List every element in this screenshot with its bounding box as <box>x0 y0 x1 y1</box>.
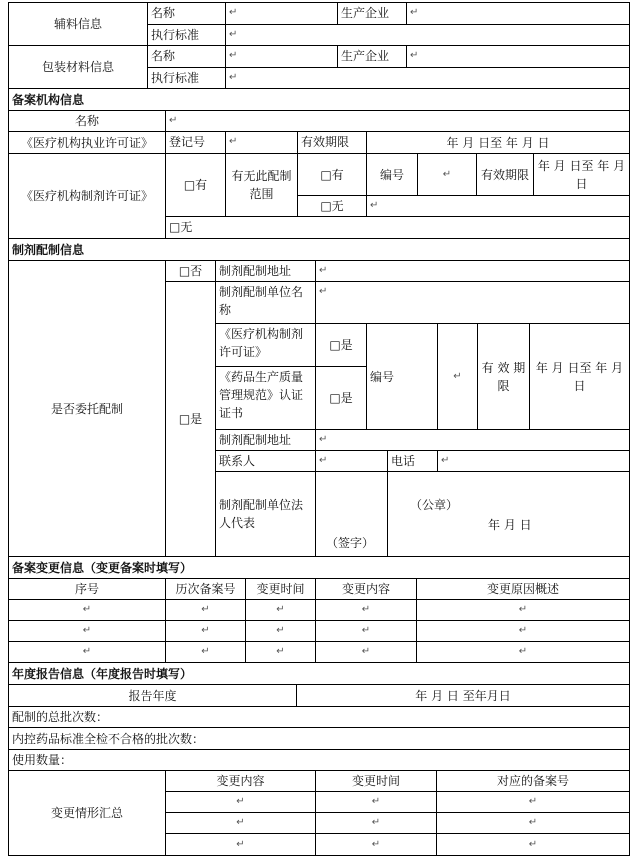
excipient-label: 辅料信息 <box>8 2 148 46</box>
reg-number-label: 登记号 <box>165 131 226 154</box>
prep-address2-field[interactable]: ↵ <box>315 429 630 451</box>
prep-heading: 制剂配制信息 <box>8 238 630 261</box>
table-cell[interactable]: ↵ <box>165 833 316 856</box>
table-cell[interactable]: ↵ <box>416 599 630 621</box>
table-cell[interactable]: ↵ <box>416 620 630 642</box>
scope-none-checkbox[interactable]: □无 <box>297 195 367 217</box>
prep-license2-label: 《医疗机构制剂许可证》 <box>215 323 316 367</box>
gmp-yes-checkbox[interactable]: □是 <box>315 366 367 430</box>
packaging-producer-label: 生产企业 <box>337 45 407 68</box>
prep-address-field[interactable]: ↵ <box>315 260 630 282</box>
changes-header-record: 历次备案号 <box>165 578 246 600</box>
table-cell[interactable]: ↵ <box>165 641 246 663</box>
prep-valid-label: 有 效 期 限 <box>477 323 530 430</box>
excipient-standard-label: 执行标准 <box>147 24 226 46</box>
unit-name-field[interactable]: ↵ <box>315 281 630 324</box>
packaging-producer-field[interactable]: ↵ <box>406 45 630 68</box>
changes-header-reason: 变更原因概述 <box>416 578 630 600</box>
prep-valid-field[interactable]: 年 月 日至 年 月 日 <box>529 323 630 430</box>
annual-heading: 年度报告信息（年度报告时填写） <box>8 662 630 685</box>
prep-number-label: 编号 <box>366 323 438 430</box>
table-cell[interactable]: ↵ <box>315 599 417 621</box>
excipient-producer-field[interactable]: ↵ <box>406 2 630 25</box>
changes-header-time: 变更时间 <box>245 578 316 600</box>
gmp-label: 《药品生产质量管理规范》认证证书 <box>215 366 316 430</box>
excipient-producer-label: 生产企业 <box>337 2 407 25</box>
table-cell[interactable]: ↵ <box>165 620 246 642</box>
prep-address-label: 制剂配制地址 <box>215 260 316 282</box>
prep-license-has-checkbox[interactable]: □有 <box>165 153 226 217</box>
table-cell[interactable]: ↵ <box>315 620 417 642</box>
usage-field[interactable]: 使用数量： <box>8 749 630 771</box>
packaging-name-field[interactable]: ↵ <box>225 45 338 68</box>
phone-label: 电话 <box>387 450 438 472</box>
table-cell[interactable]: ↵ <box>436 833 630 856</box>
reg-number-field[interactable]: ↵ <box>225 131 298 154</box>
table-cell[interactable]: ↵ <box>315 812 437 834</box>
signature-field[interactable] <box>315 471 388 557</box>
table-cell[interactable]: ↵ <box>165 599 246 621</box>
number-label: 编号 <box>366 153 418 196</box>
legal-rep-label: 制剂配制单位法人代表 <box>215 471 316 557</box>
packaging-standard-label: 执行标准 <box>147 67 226 89</box>
table-cell[interactable]: ↵ <box>436 812 630 834</box>
scope-label: 有无此配制范围 <box>225 153 298 217</box>
packaging-label: 包装材料信息 <box>8 45 148 89</box>
scope-has-checkbox[interactable]: □有 <box>297 153 367 196</box>
changes-header-content: 变更内容 <box>315 578 417 600</box>
table-cell[interactable]: ↵ <box>436 791 630 813</box>
table-cell[interactable]: ↵ <box>315 833 437 856</box>
report-year-label: 报告年度 <box>8 684 297 707</box>
seal-text: （公章） <box>410 498 459 512</box>
table-cell[interactable]: ↵ <box>245 641 316 663</box>
entrust-yes-checkbox[interactable]: □是 <box>165 281 216 557</box>
report-year-field[interactable]: 年 月 日 至年月日 <box>296 684 630 707</box>
excipient-name-label: 名称 <box>147 2 226 25</box>
seal-date-text: 年 月 日 <box>488 518 532 532</box>
prep-license-label: 《医疗机构制剂许可证》 <box>8 153 166 239</box>
sign-text: （签字） <box>326 536 375 550</box>
phone-field[interactable]: ↵ <box>437 450 630 472</box>
packaging-standard-field[interactable]: ↵ <box>225 67 630 89</box>
valid-label: 有效期限 <box>476 153 534 196</box>
table-cell[interactable]: ↵ <box>8 620 166 642</box>
table-cell[interactable]: ↵ <box>165 791 316 813</box>
table-cell[interactable]: ↵ <box>165 812 316 834</box>
entrust-label: 是否委托配制 <box>8 260 166 557</box>
seal-field[interactable] <box>387 471 630 557</box>
table-cell[interactable]: ↵ <box>245 620 316 642</box>
validity-label: 有效期限 <box>297 131 367 154</box>
institution-heading: 备案机构信息 <box>8 88 630 111</box>
summary-label: 变更情形汇总 <box>8 770 166 856</box>
prep-number-field[interactable]: ↵ <box>437 323 478 430</box>
table-cell[interactable]: ↵ <box>8 641 166 663</box>
institution-name-field[interactable]: ↵ <box>165 110 630 132</box>
contact-field[interactable]: ↵ <box>315 450 388 472</box>
table-cell[interactable]: ↵ <box>8 599 166 621</box>
summary-header-time: 变更时间 <box>315 770 437 792</box>
table-cell[interactable]: ↵ <box>315 791 437 813</box>
number-field[interactable]: ↵ <box>417 153 477 196</box>
prep-address2-label: 制剂配制地址 <box>215 429 316 451</box>
valid-field[interactable]: 年 月 日至 年 月日 <box>533 153 630 196</box>
failed-batches-field[interactable]: 内控药品标准全检不合格的批次数： <box>8 727 630 750</box>
summary-header-record: 对应的备案号 <box>436 770 630 792</box>
scope-none-field[interactable]: ↵ <box>366 195 630 217</box>
packaging-name-label: 名称 <box>147 45 226 68</box>
contact-label: 联系人 <box>215 450 316 472</box>
changes-header-index: 序号 <box>8 578 166 600</box>
prep-license2-yes-checkbox[interactable]: □是 <box>315 323 367 367</box>
excipient-name-field[interactable]: ↵ <box>225 2 338 25</box>
entrust-no-checkbox[interactable]: □否 <box>165 260 216 282</box>
table-cell[interactable]: ↵ <box>315 641 417 663</box>
table-cell[interactable]: ↵ <box>416 641 630 663</box>
prep-license-none-checkbox[interactable]: □无 <box>165 216 630 239</box>
institution-name-label: 名称 <box>8 110 166 132</box>
total-batches-field[interactable]: 配制的总批次数： <box>8 706 630 728</box>
validity-field[interactable]: 年 月 日至 年 月 日 <box>366 131 630 154</box>
excipient-standard-field[interactable]: ↵ <box>225 24 630 46</box>
table-cell[interactable]: ↵ <box>245 599 316 621</box>
summary-header-content: 变更内容 <box>165 770 316 792</box>
practice-license-label: 《医疗机构执业许可证》 <box>8 131 166 154</box>
unit-name-label: 制剂配制单位名称 <box>215 281 316 324</box>
changes-heading: 备案变更信息（变更备案时填写） <box>8 556 630 579</box>
